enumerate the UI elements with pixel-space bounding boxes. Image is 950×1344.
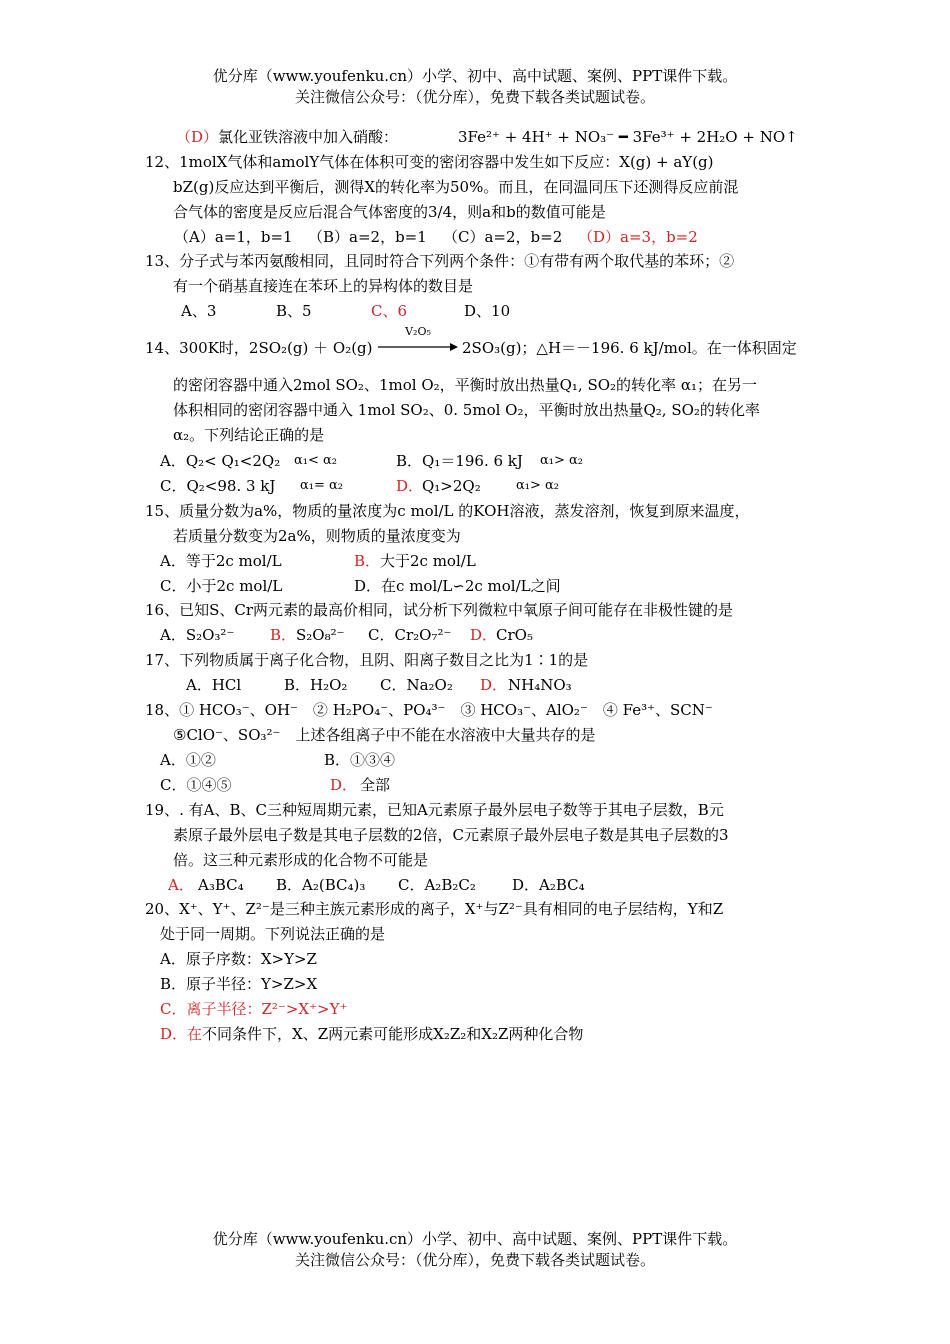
q18-line-1: 18、① HCO₃⁻、OH⁻ ② H₂PO₄⁻、PO₄³⁻ ③ HCO₃⁻、AlO₂⁻ ④ Fe³⁺、SCN⁻	[145, 701, 713, 719]
q14-option-b-alpha: α₁> α₂	[540, 453, 584, 468]
q16-option-d-label: D．	[470, 626, 498, 644]
q13-line-1: 13、分子式与苯丙氨酸相同，且同时符合下列两个条件：①有带有两个取代基的苯环；②	[145, 252, 735, 270]
q19-option-c: C．A₂B₂C₂	[398, 876, 476, 894]
q14-line-1-post: 2SO₃(g)；△H＝－196. 6 kJ/mol。在一体积固定	[462, 339, 797, 357]
q14-catalyst: V₂O₅	[405, 325, 431, 338]
q20-option-a: A．原子序数：X>Y>Z	[160, 950, 317, 968]
q13-option-b: B、5	[276, 302, 312, 320]
q15-line-2: 若质量分数变为2a%，则物质的量浓度变为	[173, 527, 461, 545]
q11-text: 氯化亚铁溶液中加入硝酸：	[218, 128, 399, 146]
q14-option-a: A．Q₂< Q₁<2Q₂	[160, 452, 281, 470]
q12-option-b: （B）a=2，b=1	[308, 228, 427, 246]
q15-option-a: A．等于2c mol/L	[160, 552, 282, 570]
q16-option-b-label: B．	[270, 626, 297, 644]
q20-option-d-label: D．在	[160, 1025, 203, 1043]
q15-line-1: 15、质量分数为a%，物质的量浓度为c mol/L 的KOH溶液，蒸发溶剂，恢复到原来温度，	[145, 502, 750, 520]
q14-line-3: 体积相同的密闭容器中通入 1mol SO₂、0. 5mol O₂，平衡时放出热量Q₂, SO₂的转化率	[173, 401, 760, 419]
q16-option-a: A．S₂O₃²⁻	[160, 626, 235, 644]
q14-option-d-label: D．	[396, 477, 424, 495]
header-line-2: 关注微信公众号：（优分库），免费下载各类试题试卷。	[294, 88, 655, 106]
q15-option-b-label: B．	[354, 552, 381, 570]
footer-line-1: 优分库（www.youfenku.cn）小学、初中、高中试题、案例、PPT课件下载。	[212, 1230, 738, 1248]
footer-line-2: 关注微信公众号：（优分库），免费下载各类试题试卷。	[294, 1251, 655, 1269]
q20-line-2: 处于同一周期。下列说法正确的是	[160, 925, 386, 943]
q14-option-d: Q₁>2Q₂	[422, 477, 481, 495]
q11-option-d	[176, 127, 398, 147]
q20-option-d: 不同条件下，X、Z两元素可能形成X₂Z₂和X₂Z两种化合物	[202, 1025, 584, 1043]
q19-line-1: 19、. 有A、B、C三种短周期元素，已知A元素原子最外层电子数等于其电子层数，B元	[145, 801, 724, 819]
q17-option-c: C．Na₂O₂	[380, 676, 453, 694]
q12-line-2: bZ(g)反应达到平衡后，测得X的转化率为50%。而且，在同温同压下还测得反应前混	[173, 178, 739, 196]
q14-line-1-pre: 14、300K时，2SO₂(g) ＋ O₂(g)	[145, 339, 373, 357]
q20-option-c: C．离子半径：Z²⁻>X⁺>Y⁺	[160, 1000, 348, 1018]
q12-option-c: （C）a=2，b=2	[443, 228, 563, 246]
q12-line-3: 合气体的密度是反应后混合气体密度的3/4，则a和b的数值可能是	[173, 203, 606, 221]
q19-option-a: A₃BC₄	[198, 876, 244, 894]
q19-option-a-label: A．	[168, 876, 194, 894]
q14-option-a-alpha: α₁< α₂	[294, 453, 338, 468]
q14-option-d-alpha: α₁> α₂	[516, 478, 560, 493]
q14-option-c: C．Q₂<98. 3 kJ	[160, 477, 276, 495]
q12-option-d: （D）a=3，b=2	[578, 228, 698, 246]
q16-option-c: C．Cr₂O₇²⁻	[368, 626, 452, 644]
q19-option-d: D．A₂BC₄	[512, 876, 585, 894]
q20-option-b: B．原子半径：Y>Z>X	[160, 975, 318, 993]
q14-option-c-alpha: α₁= α₂	[300, 478, 344, 493]
q14-line-4: α₂。下列结论正确的是	[173, 426, 325, 444]
q13-line-2: 有一个硝基直接连在苯环上的异构体的数目是	[173, 277, 474, 295]
q17-option-b: B．H₂O₂	[284, 676, 348, 694]
q19-option-b: B．A₂(BC₄)₃	[276, 876, 366, 894]
q17-line-1: 17、下列物质属于离子化合物，且阴、阳离子数目之比为1∶1的是	[145, 651, 589, 669]
arrow-icon	[378, 332, 458, 356]
q17-option-d-label: D．	[480, 676, 508, 694]
q18-option-a: A．①②	[160, 751, 216, 769]
q18-option-b: B．①③④	[324, 751, 396, 769]
q13-option-a: A、3	[181, 302, 217, 320]
q16-option-b: S₂O₈²⁻	[296, 626, 345, 644]
header-line-1: 优分库（www.youfenku.cn）小学、初中、高中试题、案例、PPT课件下载。	[212, 67, 738, 85]
q17-option-d: NH₄NO₃	[508, 676, 572, 694]
q18-line-2: ⑤ClO⁻、SO₃²⁻ 上述各组离子中不能在水溶液中大量共存的是	[173, 726, 596, 744]
q16-option-d: CrO₅	[496, 626, 533, 644]
q12-line-1: 12、1molX气体和amolY气体在体积可变的密闭容器中发生如下反应：X(g) + aY(g)	[145, 153, 714, 171]
q12-option-a: （A）a=1，b=1	[174, 228, 293, 246]
q18-option-d-label: D．	[330, 776, 358, 794]
q19-line-2: 素原子最外层电子数是其电子层数的2倍，C元素原子最外层电子数是其电子层数的3	[173, 826, 729, 844]
q11-answer-label: （D）	[176, 128, 219, 146]
q17-option-a: A．HCl	[186, 676, 242, 694]
q11-equation: 3Fe²⁺ + 4H⁺ + NO₃⁻ ━ 3Fe³⁺ + 2H₂O + NO↑	[458, 128, 798, 146]
q20-option-d-row	[160, 1024, 583, 1044]
q13-option-c: C、6	[371, 302, 408, 320]
q20-line-1: 20、X⁺、Y⁺、Z²⁻是三种主族元素形成的离子，X⁺与Z²⁻具有相同的电子层结构，Y和Z	[145, 900, 724, 918]
q13-option-d: D、10	[464, 302, 511, 320]
q15-option-c: C．小于2c mol/L	[160, 577, 283, 595]
q19-line-3: 倍。这三种元素形成的化合物不可能是	[173, 851, 429, 869]
q15-option-d: D．在c mol/L∽2c mol/L之间	[354, 577, 561, 595]
q14-line-2: 的密闭容器中通入2mol SO₂、1mol O₂，平衡时放出热量Q₁, SO₂的转化率 α₁；在另一	[173, 376, 757, 394]
q15-option-b: 大于2c mol/L	[380, 552, 476, 570]
q18-option-d: 全部	[360, 776, 391, 794]
q14-reaction-arrow	[378, 325, 458, 356]
q16-line-1: 16、已知S、Cr两元素的最高价相同，试分析下列微粒中氧原子间可能存在非极性键的是	[145, 601, 734, 619]
q14-option-b: B．Q₁＝196. 6 kJ	[396, 452, 523, 470]
q18-option-c: C．①④⑤	[160, 776, 232, 794]
